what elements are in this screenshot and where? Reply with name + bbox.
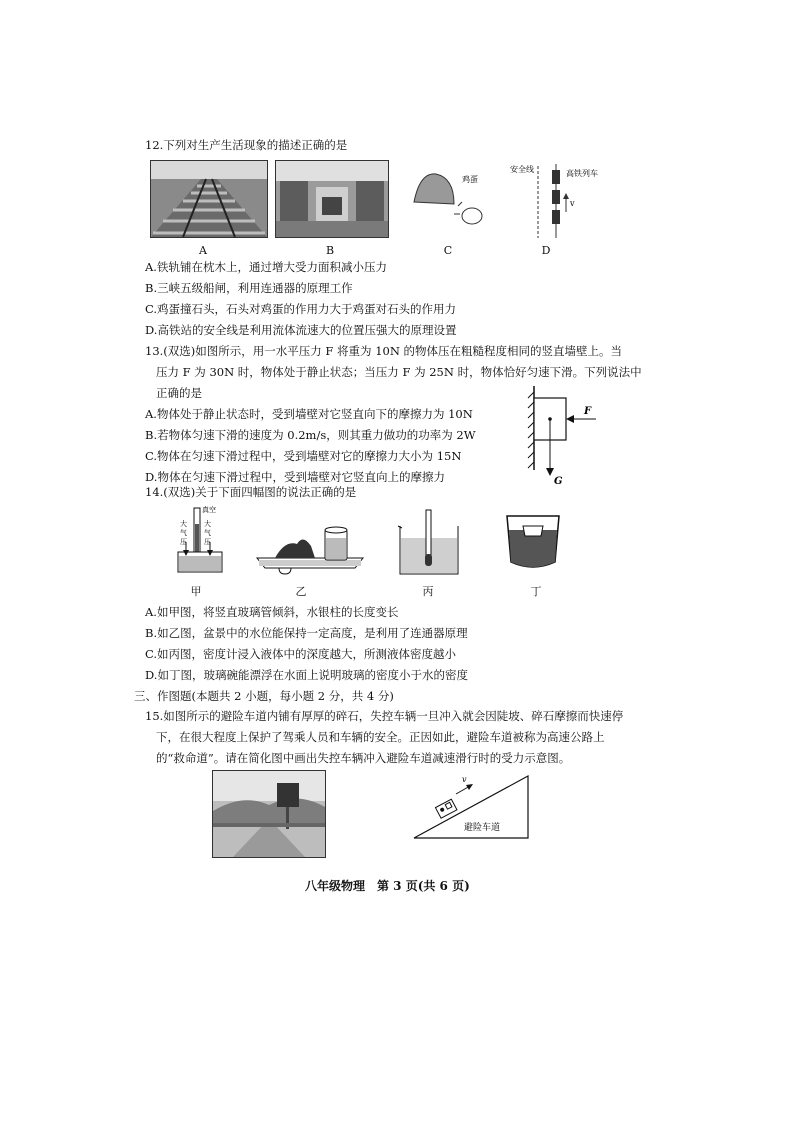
q14-label-jia: 甲: [190, 585, 202, 598]
q12-fig-c-text: 鸡蛋: [462, 175, 478, 184]
q14-fig-ding-glass-bowl: [505, 512, 561, 574]
q14-option-a: A.如甲图，将竖直玻璃管倾斜，水银柱的长度变长: [145, 605, 399, 619]
q12-option-d: D.高铁站的安全线是利用流体流速大的位置压强大的原理设置: [145, 323, 457, 337]
q14-label-ding: 丁: [530, 585, 542, 598]
q15-fig-v-label: v: [462, 775, 467, 784]
q12-fig-a-railway-photo: [150, 160, 268, 238]
q14-option-d: D.如丁图，玻璃碗能漂浮在水面上说明玻璃的密度小于水的密度: [145, 668, 468, 682]
svg-text:压: 压: [204, 538, 211, 546]
q12-options: [145, 257, 456, 341]
svg-text:大: 大: [204, 520, 211, 528]
q12-option-b: B.三峡五级船闸，利用连通器的原理工作: [145, 281, 353, 295]
q13-option-d: D.物体在匀速下滑过程中，受到墙壁对它竖直向上的摩擦力: [145, 470, 445, 484]
q13-fig-f-label: F: [584, 406, 592, 417]
q13-stem-line2: 压力 F 为 30N 时，物体处于静止状态；当压力 F 为 25N 时，物体恰好匀速下滑。下列说法中: [156, 365, 642, 379]
q13-stem-line3: 正确的是: [156, 386, 202, 400]
q13-fig-g-label: G: [554, 476, 563, 487]
svg-text:压: 压: [180, 538, 187, 546]
q13-option-c: C.物体在匀速下滑过程中，受到墙壁对它的摩擦力大小为 15N: [145, 449, 462, 463]
svg-text:气: 气: [180, 529, 187, 537]
q13-option-a: A.物体处于静止状态时，受到墙壁对它竖直向下的摩擦力为 10N: [145, 407, 473, 421]
q14-label-yi: 乙: [295, 585, 307, 598]
q12-label-d: D: [541, 244, 551, 257]
q14-fig-jia-barometer: [172, 502, 232, 577]
q14-fig-yi-bonsai: [255, 520, 365, 576]
q14-options: [145, 602, 468, 686]
q15-fig-escape-ramp-diagram: [412, 772, 530, 840]
q14-option-b: B.如乙图，盆景中的水位能保持一定高度，是利用了连通器原理: [145, 626, 468, 640]
q15-escape-ramp-photo: [212, 770, 326, 858]
q12-fig-d-text-train: 高铁列车: [566, 169, 598, 178]
svg-text:大: 大: [180, 520, 187, 528]
q13-option-b: B.若物体匀速下滑的速度为 0.2m/s，则其重力做功的功率为 2W: [145, 428, 476, 442]
section-3-title: 三、作图题(本题共 2 小题，每小题 2 分，共 4 分): [134, 689, 394, 703]
q14-label-bing: 丙: [422, 585, 434, 598]
q12-fig-b-ship-lock-photo: [275, 160, 389, 238]
q12-fig-d-text-v: v: [570, 199, 575, 208]
q12-fig-c-egg-stone: [410, 160, 510, 238]
q14-jia-vacuum: 真空: [202, 506, 216, 514]
q12-option-c: C.鸡蛋撞石头，石头对鸡蛋的作用力大于鸡蛋对石头的作用力: [145, 302, 457, 316]
q15-fig-label: 避险车道: [464, 823, 501, 833]
q12-label-c: C: [443, 244, 453, 257]
q14-fig-bing-hydrometer: [396, 508, 462, 576]
q12-label-a: A: [199, 244, 207, 257]
q13-stem-line1: 13.(双选)如图所示，用一水平压力 F 将重为 10N 的物体压在粗糙程度相同的竖直墙壁上。当: [145, 344, 623, 358]
q12-fig-d-text-safety: 安全线: [510, 165, 534, 174]
q13-options: [145, 404, 476, 488]
q12-label-b: B: [325, 244, 335, 257]
q12-option-a: A.铁轨铺在枕木上，通过增大受力面积减小压力: [145, 260, 387, 274]
svg-text:气: 气: [204, 529, 211, 537]
q15-stem-line2: 下，在很大程度上保护了驾乘人员和车辆的安全。正因如此，避险车道被称为高速公路上: [156, 730, 605, 744]
q15-stem-line1: 15.如图所示的避险车道内铺有厚厚的碎石，失控车辆一旦冲入就会因陡坡、碎石摩擦而快速停: [145, 709, 624, 723]
q12-fig-d-safety-line: [510, 160, 600, 238]
q14-stem: 14.(双选)关于下面四幅图的说法正确的是: [145, 485, 357, 499]
q13-fig-wall-block: [520, 384, 610, 488]
page-footer: 八年级物理 第 3 页(共 6 页): [305, 879, 470, 893]
q15-stem-line3: 的“救命道”。请在简化图中画出失控车辆冲入避险车道减速滑行时的受力示意图。: [156, 751, 571, 765]
q12-stem: 12.下列对生产生活现象的描述正确的是: [145, 138, 348, 152]
q15-stem: [145, 706, 623, 769]
q14-option-c: C.如丙图，密度计浸入液体中的深度越大，所测液体密度越小: [145, 647, 457, 661]
